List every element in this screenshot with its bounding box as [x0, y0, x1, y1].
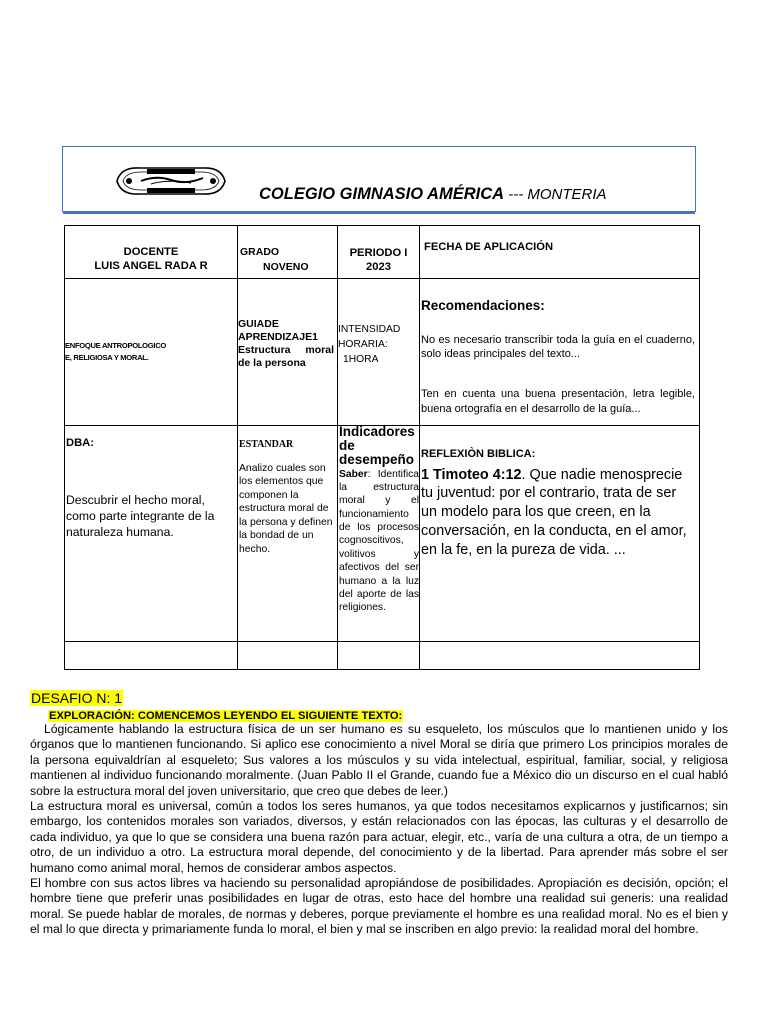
reflexion-title: REFLEXIÒN BIBLICA: [421, 448, 536, 460]
intensidad-line-2: HORARIA: [338, 338, 388, 350]
desafio-title: DESAFIO N: 1 [31, 690, 123, 706]
dba-label: DBA: [66, 437, 94, 449]
enfoque-cell [65, 279, 238, 426]
saber-label: Saber [339, 468, 368, 480]
indicadores-cell [338, 426, 420, 642]
school-seal-logo [111, 163, 231, 199]
reflexion-text: . Que nadie menosprecie tu juventud: por el contrario, trata de ser un modelo para los que creen, en la conversación, en la conducta, en el amor, en la fe, en la pureza de vida. ... [421, 466, 687, 558]
paragraph-2: La estructura moral es universal, común a todos los seres humanos, ya que todos necesitamos explicarnos y justificarnos; sin embargo, los contenidos morales son variados, diversos, y están relacionados con las épocas, las culturas y el desarrollo de cada individuo, ya que lo que se considera una buena razón para actuar, elegir, etc., varía de una cultura a otra, de un tiempo a otro, de un individuo a otro. La estructura moral depende, del conocimiento y de la libertad. Para aprender más sobre el ser humano como animal moral, hemos de considerar ambos aspectos. [30, 799, 728, 875]
empty-cell-3 [338, 642, 420, 670]
guia-line-1: GUIADE [238, 318, 279, 330]
recomendacion-2: Ten en cuenta una buena presentación, letra legible, buena ortografía en el desarrollo de la guía... [421, 388, 695, 415]
dba-text: Descubrir el hecho moral, como parte integrante de la naturaleza humana. [66, 493, 215, 539]
intensidad-cell [338, 279, 420, 426]
guia-cell [238, 279, 338, 426]
paragraph-3: El hombre con sus actos libres va haciendo su personalidad apropiándose de posibilidades. Apropiación es decisión, opción; el hombre tiene que preferir unas posibilidades en lugar de otras, esto hace del hombre una realidad sui generis: una realidad moral. Se puede hablar de morales, de normas y deberes, porque previamente el hombre es una realidad moral. No es el bien y el mal lo que directa y primariamente funda lo moral, el bien y mal se inscriben en algo previo: la realidad moral del hombre. [30, 876, 728, 937]
exploracion-heading: EXPLORACIÓN: COMENCEMOS LEYENDO EL SIGUIENTE TEXTO: [49, 710, 403, 722]
empty-cell-4 [420, 642, 700, 670]
recomendaciones-cell [420, 279, 700, 426]
guia-line-2: APRENDIZAJE1 [238, 331, 318, 344]
guia-line-3: Estructura moral [238, 344, 335, 357]
saber-text: Identifica la estructura moral y el funcionamiento de los procesos cognoscitivos, volitivos y afectivos del ser humano a la luz del aporte de las religiones. [339, 468, 419, 614]
school-city: MONTERIA [527, 186, 607, 203]
enfoque-line-1: ENFOQUE ANTROPOLOGICO [65, 341, 166, 350]
intensidad-line-1: INTENSIDAD [338, 324, 401, 335]
enfoque-line-2: E, RELIGIOSA Y MORAL. [65, 353, 149, 363]
reading-text [30, 722, 728, 938]
title-separator: --- [504, 186, 528, 203]
reflexion-reference: 1 Timoteo 4:12 [421, 466, 522, 483]
fecha-label: FECHA DE APLICACIÓN [424, 241, 554, 253]
periodo-label: PERIODO I [349, 247, 408, 259]
docente-name: LUIS ANGEL RADA R [94, 260, 208, 272]
recomendaciones-title: Recomendaciones: [421, 298, 545, 313]
saber-colon: : [367, 468, 371, 480]
grado-label: GRADO [240, 246, 280, 258]
header-box [62, 146, 696, 212]
dba-cell [65, 426, 238, 642]
guia-line-4: de la persona [238, 357, 306, 370]
estandar-label: ESTANDAR [239, 439, 294, 450]
recomendacion-1: No es necesario transcribir toda la guía en el cuaderno, solo ideas principales del texto... [421, 333, 695, 361]
reflexion-cell [420, 426, 700, 642]
periodo-year: 2023 [366, 261, 391, 273]
grado-value: NOVENO [263, 261, 309, 274]
periodo-cell [338, 226, 420, 279]
empty-cell-2 [238, 642, 338, 670]
grado-cell [238, 226, 338, 279]
docente-cell [65, 226, 238, 279]
empty-cell-1 [65, 642, 238, 670]
paragraph-1: Lógicamente hablando la estructura física de un ser humano es su esqueleto, los músculos que lo mantienen unido y los órganos que lo mantienen funcionando. Si aplico ese conocimiento a nivel Moral se diría que primero Los principios morales de la persona equivaldrían al esqueleto; Sus valores a los músculos y su vida intelectual, espiritual, familiar, social, y religiosa mantienen al individuo funcionando moralmente. (Juan Pablo II el Grande, cuando fue a México dio un discurso en el cual habló sobre la estructura moral del joven universitario, que creo que debes de leer.) [30, 722, 728, 798]
intensidad-line-3: 1HORA [343, 353, 379, 365]
school-name: COLEGIO GIMNASIO AMÉRICA [259, 185, 505, 203]
info-table [64, 225, 700, 670]
docente-label: DOCENTE [123, 246, 179, 258]
fecha-cell [420, 226, 700, 279]
estandar-text: Analizo cuales son los elementos que componen la estructura moral de la persona y definen la bondad de un hecho. [239, 462, 333, 555]
school-title [259, 185, 607, 204]
indicadores-title: Indicadores de desempeño [339, 425, 415, 468]
estandar-cell [238, 426, 338, 642]
